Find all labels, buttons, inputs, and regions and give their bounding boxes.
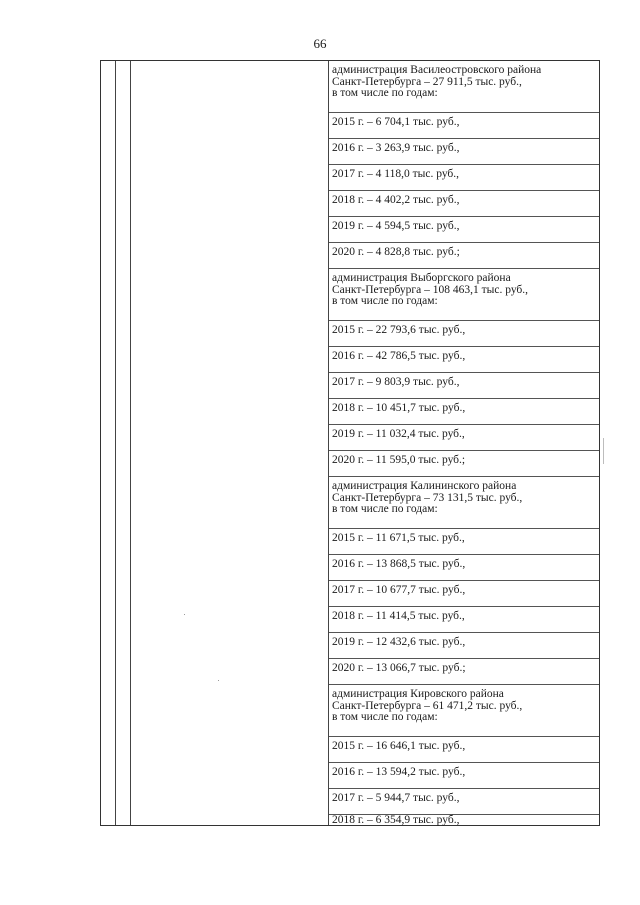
column-divider <box>115 61 116 825</box>
year-row <box>329 763 599 789</box>
year-row <box>329 113 599 139</box>
funding-table <box>100 60 600 826</box>
district-header <box>329 61 599 113</box>
district-name: администрация Выборгского района <box>332 272 511 284</box>
page-number: 66 <box>313 36 327 51</box>
year-amount: 2018 г. – 10 451,7 тыс. руб., <box>332 402 466 414</box>
district-header <box>329 477 599 529</box>
year-amount: 2017 г. – 9 803,9 тыс. руб., <box>332 376 460 388</box>
year-row <box>329 191 599 217</box>
by-years-label: в том числе по годам: <box>332 87 438 99</box>
year-amount: 2020 г. – 4 828,8 тыс. руб.; <box>332 246 460 258</box>
year-amount: 2016 г. – 13 594,2 тыс. руб., <box>332 766 466 778</box>
year-amount: 2016 г. – 13 868,5 тыс. руб., <box>332 558 466 570</box>
year-row <box>329 633 599 659</box>
year-amount: 2015 г. – 6 704,1 тыс. руб., <box>332 116 460 128</box>
year-amount: 2016 г. – 42 786,5 тыс. руб., <box>332 350 466 362</box>
district-header <box>329 269 599 321</box>
district-total: Санкт-Петербурга – 27 911,5 тыс. руб., <box>332 75 522 88</box>
by-years-label: в том числе по годам: <box>332 711 438 723</box>
year-row <box>329 139 599 165</box>
scan-artifact <box>184 614 185 615</box>
by-years-label: в том числе по годам: <box>332 503 438 515</box>
year-amount: 2016 г. – 3 263,9 тыс. руб., <box>332 142 460 154</box>
year-amount: 2019 г. – 12 432,6 тыс. руб., <box>332 636 466 648</box>
column-divider <box>130 61 131 825</box>
year-row <box>329 789 599 815</box>
year-amount: 2020 г. – 13 066,7 тыс. руб.; <box>332 662 466 674</box>
year-amount: 2015 г. – 22 793,6 тыс. руб., <box>332 324 466 336</box>
year-amount: 2019 г. – 4 594,5 тыс. руб., <box>332 220 460 232</box>
district-name: администрация Василеостровского района <box>332 64 542 76</box>
year-amount: 2018 г. – 4 402,2 тыс. руб., <box>332 194 460 206</box>
district-name: администрация Кировского района <box>332 688 504 700</box>
district-total: Санкт-Петербурга – 73 131,5 тыс. руб., <box>332 491 523 504</box>
district-total: Санкт-Петербурга – 108 463,1 тыс. руб., <box>332 283 529 296</box>
year-row <box>329 321 599 347</box>
year-row <box>329 555 599 581</box>
year-amount: 2020 г. – 11 595,0 тыс. руб.; <box>332 454 466 466</box>
year-row <box>329 217 599 243</box>
scan-artifact <box>218 680 219 681</box>
year-row <box>329 243 599 269</box>
year-row <box>329 373 599 399</box>
year-amount: 2017 г. – 4 118,0 тыс. руб., <box>332 168 460 180</box>
year-row <box>329 347 599 373</box>
year-row <box>329 737 599 763</box>
year-row <box>329 581 599 607</box>
year-row <box>329 451 599 477</box>
year-amount: 2019 г. – 11 032,4 тыс. руб., <box>332 428 465 440</box>
district-header <box>329 685 599 737</box>
year-row <box>329 399 599 425</box>
year-row <box>329 425 599 451</box>
district-total: Санкт-Петербурга – 61 471,2 тыс. руб., <box>332 699 523 712</box>
year-amount: 2015 г. – 16 646,1 тыс. руб., <box>332 740 466 752</box>
year-row <box>329 607 599 633</box>
year-amount: 2018 г. – 6 354,9 тыс. руб., <box>332 814 460 826</box>
year-row <box>329 815 599 827</box>
district-name: администрация Калининского района <box>332 480 517 492</box>
by-years-label: в том числе по годам: <box>332 295 438 307</box>
year-amount: 2017 г. – 10 677,7 тыс. руб., <box>332 584 466 596</box>
year-row <box>329 659 599 685</box>
year-amount: 2017 г. – 5 944,7 тыс. руб., <box>332 792 460 804</box>
year-row <box>329 529 599 555</box>
year-row <box>329 165 599 191</box>
year-amount: 2015 г. – 11 671,5 тыс. руб., <box>332 532 465 544</box>
funding-column <box>329 61 599 825</box>
scan-artifact <box>603 438 604 464</box>
year-amount: 2018 г. – 11 414,5 тыс. руб., <box>332 610 465 622</box>
